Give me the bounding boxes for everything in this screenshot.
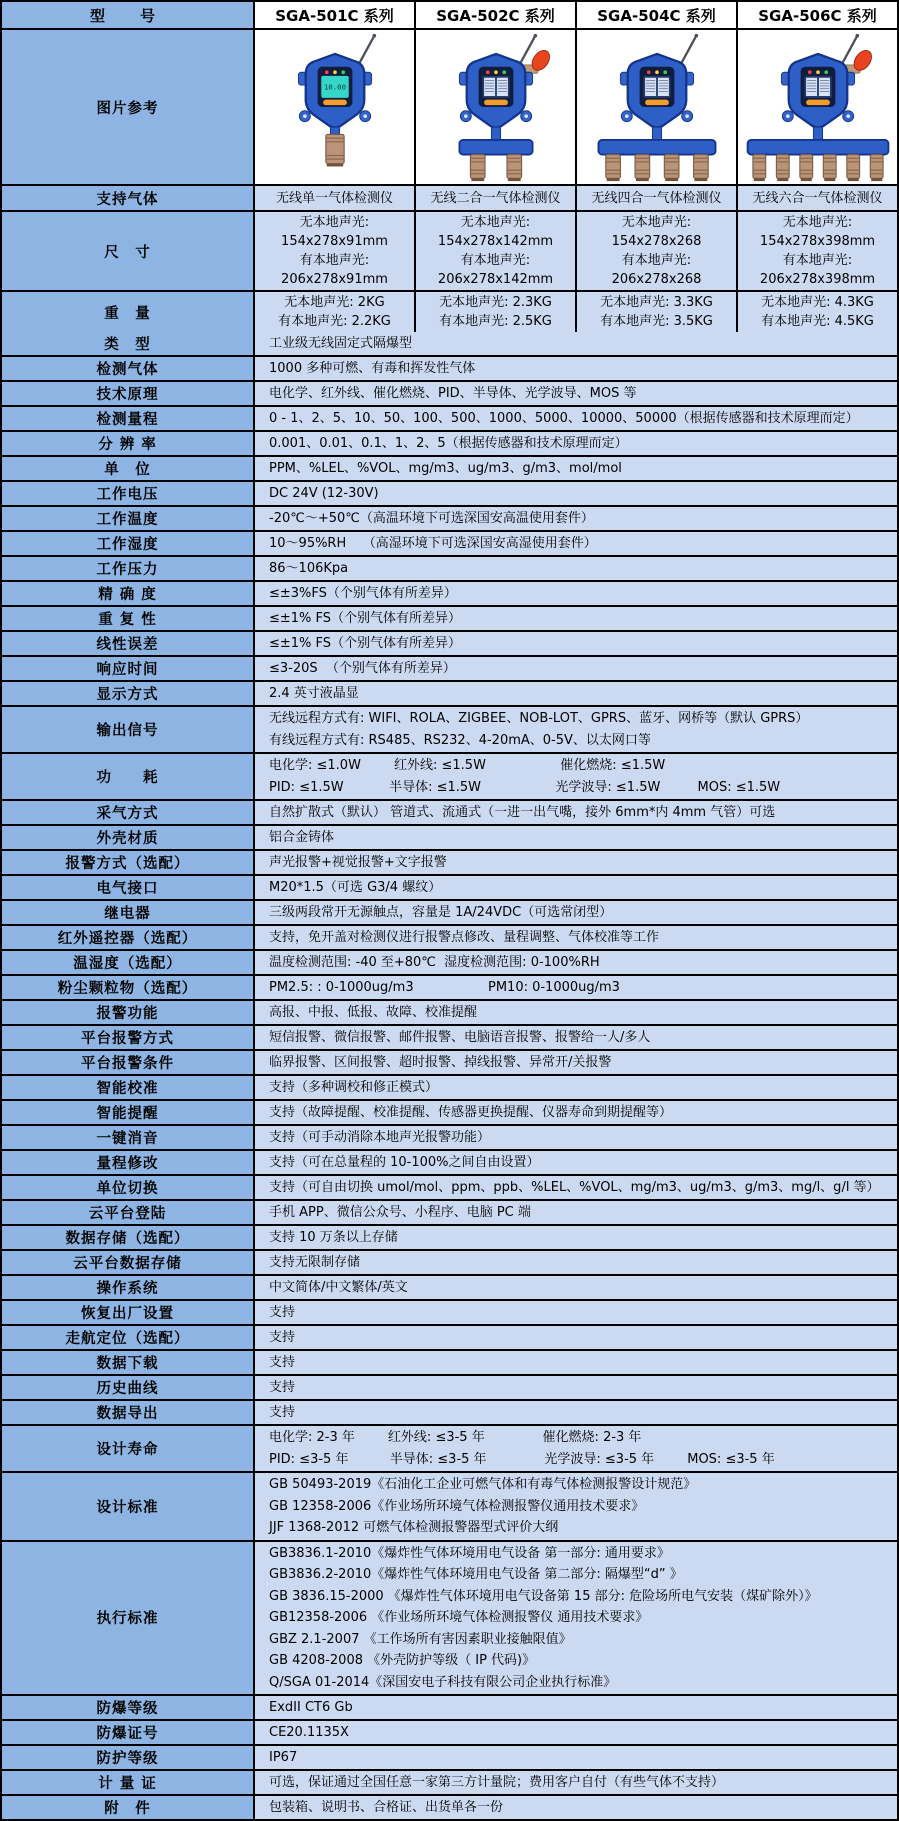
value-line: 支持	[269, 1405, 296, 1420]
value-line: PPM、%LEL、%VOL、mg/m3、ug/m3、g/m3、mol/mol	[269, 461, 622, 476]
value-line: 86～106Kpa	[269, 561, 349, 576]
row-label: 报警方式（选配）	[2, 851, 255, 874]
row-label: 操作系统	[2, 1276, 255, 1299]
row-label: 一键消音	[2, 1126, 255, 1149]
spec-row	[2, 951, 897, 976]
row-label: 精 确 度	[2, 582, 255, 605]
row-label: 分 辨 率	[2, 432, 255, 455]
row-label: 工作电压	[2, 482, 255, 505]
value-line: 中文简体/中文繁体/英文	[269, 1280, 408, 1295]
value-line: 有本地声光: 3.5KG	[600, 314, 713, 329]
row-label: 检测气体	[2, 357, 255, 380]
spec-row	[2, 682, 897, 707]
value-line: 0 - 1、2、5、10、50、100、500、1000、5000、10000、50000（根据传感器和技术原理而定）	[269, 411, 859, 426]
row-label: 执行标准	[2, 1542, 255, 1695]
spec-row	[2, 1076, 897, 1101]
model-value-cell	[416, 186, 577, 210]
row-value	[255, 754, 897, 799]
model-value-cell	[577, 186, 738, 210]
value-line: 10～95%RH （高湿环境下可选深国安高湿使用套件）	[269, 536, 597, 551]
value-line: CE20.1135X	[269, 1725, 349, 1740]
spec-row	[2, 1696, 897, 1721]
value-line: 有本地声光: 206x278x142mm	[437, 253, 554, 287]
row-label: 智能校准	[2, 1076, 255, 1099]
value-line: 1000 多种可燃、有毒和挥发性气体	[269, 361, 476, 376]
value-line: 电化学: 2-3 年 红外线: ≤3-5 年 催化燃烧: 2-3 年	[269, 1430, 642, 1445]
gas-detector-image	[581, 32, 733, 182]
row-label: 技术原理	[2, 382, 255, 405]
row-value	[255, 976, 897, 999]
row-value	[255, 1351, 897, 1374]
value-line: GBZ 2.1-2007 《工作场所有害因素职业接触限值》	[269, 1631, 572, 1647]
spec-row	[2, 657, 897, 682]
row-label: 数据下载	[2, 1351, 255, 1374]
spec-row	[2, 851, 897, 876]
value-line: 电化学: ≤1.0W 红外线: ≤1.5W 催化燃烧: ≤1.5W	[269, 758, 666, 773]
value-line: ≤±1% FS（个别气体有所差异）	[269, 611, 462, 626]
row-value	[255, 582, 897, 605]
value-line: 无线远程方式有: WIFI、ROLA、ZIGBEE、NOB-LOT、GPRS、蓝牙、网桥等（默认 GPRS）	[269, 711, 809, 726]
model-value-cell	[416, 292, 577, 332]
value-line: 无线二合一气体检测仪	[430, 190, 561, 206]
value-line: GB 12358-2006《作业场所环境气体检测报警仪通用技术要求》	[269, 1498, 645, 1514]
spec-row	[2, 1326, 897, 1351]
gas-detector-image	[420, 32, 572, 182]
row-label: 防爆等级	[2, 1696, 255, 1719]
value-line: DC 24V (12-30V)	[269, 486, 379, 501]
spec-row	[2, 876, 897, 901]
value-line: Q/SGA 01-2014《深国安电子科技有限公司企业执行标准》	[269, 1674, 617, 1690]
spec-row	[2, 707, 897, 754]
row-value	[255, 657, 897, 680]
spec-row	[2, 1473, 897, 1542]
row-value	[255, 1301, 897, 1324]
spec-row	[2, 1101, 897, 1126]
spec-row	[2, 1376, 897, 1401]
spec-row	[2, 507, 897, 532]
row-value	[255, 1126, 897, 1149]
row-label: 云平台登陆	[2, 1201, 255, 1224]
value-line: 支持	[269, 1380, 296, 1395]
row-value	[255, 1276, 897, 1299]
per-model-row	[2, 212, 897, 292]
value-line: M20*1.5（可选 G3/4 螺纹）	[269, 880, 442, 895]
spec-row	[2, 532, 897, 557]
row-label: 云平台数据存储	[2, 1251, 255, 1274]
row-value	[255, 707, 897, 752]
value-line: 有本地声光: 2.5KG	[439, 314, 552, 329]
row-label: 防爆证号	[2, 1721, 255, 1744]
row-label: 单 位	[2, 457, 255, 480]
value-line: 包装箱、说明书、合格证、出货单各一份	[269, 1800, 504, 1815]
value-line: 有本地声光: 206x278x268	[611, 253, 702, 287]
device-image-cells	[255, 30, 897, 184]
row-value	[255, 507, 897, 530]
row-label: 重 复 性	[2, 607, 255, 630]
row-label: 外壳材质	[2, 826, 255, 849]
row-label: 设计标准	[2, 1473, 255, 1540]
row-value	[255, 1721, 897, 1744]
row-label: 平台报警条件	[2, 1051, 255, 1074]
per-model-cells	[255, 212, 897, 290]
row-value	[255, 682, 897, 705]
spec-row	[2, 1542, 897, 1697]
spec-row	[2, 1051, 897, 1076]
value-line: 有本地声光: 4.5KG	[761, 314, 874, 329]
row-label: 支持气体	[2, 186, 255, 210]
row-label: 智能提醒	[2, 1101, 255, 1124]
value-line: 铝合金铸体	[269, 830, 335, 845]
model-value-cell	[738, 212, 897, 290]
row-value	[255, 926, 897, 949]
value-line: 无线六合一气体检测仪	[752, 190, 883, 206]
model-header: SGA-502C 系列	[416, 2, 577, 28]
row-label: 单位切换	[2, 1176, 255, 1199]
row-label: 计 量 证	[2, 1771, 255, 1794]
row-value	[255, 1326, 897, 1349]
spec-row	[2, 632, 897, 657]
row-value	[255, 357, 897, 380]
model-header: SGA-504C 系列	[577, 2, 738, 28]
model-value-cell	[738, 186, 897, 210]
value-line: 自然扩散式（默认） 管道式、流通式（一进一出气嘴，接外 6mm*内 4mm 气管）可选	[269, 805, 776, 820]
model-value-cell	[577, 212, 738, 290]
row-label: 继电器	[2, 901, 255, 924]
gas-detector-image	[259, 32, 411, 182]
model-value-cell	[416, 212, 577, 290]
value-line: ≤±1% FS（个别气体有所差异）	[269, 636, 462, 651]
image-row-label: 图片参考	[2, 30, 255, 184]
row-value	[255, 557, 897, 580]
row-label: 显示方式	[2, 682, 255, 705]
spec-row	[2, 1771, 897, 1796]
value-line: -20℃～+50℃（高温环境下可选深国安高温使用套件）	[269, 511, 594, 526]
row-label: 工作压力	[2, 557, 255, 580]
spec-row	[2, 557, 897, 582]
value-line: 无线单一气体检测仪	[275, 190, 393, 206]
value-line: 工业级无线固定式隔爆型	[269, 336, 413, 351]
spec-row	[2, 1721, 897, 1746]
value-line: 无本地声光: 154x278x398mm	[759, 215, 876, 249]
row-label: 走航定位（选配）	[2, 1326, 255, 1349]
row-value	[255, 1151, 897, 1174]
spec-row	[2, 1226, 897, 1251]
model-header-label: 型 号	[2, 2, 255, 28]
row-value	[255, 532, 897, 555]
row-value	[255, 407, 897, 430]
device-image-cell	[738, 30, 897, 184]
row-label: 重 量	[2, 292, 255, 332]
spec-row	[2, 1251, 897, 1276]
value-line: IP67	[269, 1750, 298, 1765]
spec-row	[2, 1176, 897, 1201]
model-value-cell	[255, 186, 416, 210]
row-value	[255, 482, 897, 505]
row-label: 平台报警方式	[2, 1026, 255, 1049]
spec-row	[2, 1301, 897, 1326]
device-image-cell	[255, 30, 416, 184]
row-label: 数据存储（选配）	[2, 1226, 255, 1249]
row-label: 报警功能	[2, 1001, 255, 1024]
row-value	[255, 607, 897, 630]
value-line: JJF 1368-2012 可燃气体检测报警器型式评价大纲	[269, 1520, 559, 1535]
device-image-cell	[416, 30, 577, 184]
row-value	[255, 457, 897, 480]
row-value	[255, 826, 897, 849]
value-line: GB 3836.15-2000 《爆炸性气体环境用电气设备第 15 部分: 危险场所电气安装（煤矿除外）》	[269, 1588, 818, 1604]
spec-row	[2, 1126, 897, 1151]
row-value	[255, 1746, 897, 1769]
value-line: 无本地声光: 154x278x268	[611, 215, 702, 249]
spec-row	[2, 754, 897, 801]
row-value	[255, 1226, 897, 1249]
row-label: 电气接口	[2, 876, 255, 899]
spec-row	[2, 357, 897, 382]
row-value	[255, 1101, 897, 1124]
row-label: 防护等级	[2, 1746, 255, 1769]
model-value-cell	[577, 292, 738, 332]
row-label: 红外遥控器（选配）	[2, 926, 255, 949]
value-line: GB 50493-2019《石油化工企业可燃气体和有毒气体检测报警设计规范》	[269, 1477, 697, 1492]
model-value-cell	[255, 292, 416, 332]
row-value	[255, 1796, 897, 1819]
value-line: 支持 10 万条以上存储	[269, 1230, 398, 1245]
row-label: 线性误差	[2, 632, 255, 655]
spec-row	[2, 826, 897, 851]
value-line: 支持（可在总量程的 10-100%之间自由设置）	[269, 1155, 540, 1170]
model-header: SGA-506C 系列	[738, 2, 897, 28]
spec-row	[2, 926, 897, 951]
spec-row	[2, 1426, 897, 1473]
row-value	[255, 1426, 897, 1471]
per-model-cells	[255, 292, 897, 332]
value-line: 电化学、红外线、催化燃烧、PID、半导体、光学波导、MOS 等	[269, 386, 637, 401]
spec-row	[2, 332, 897, 357]
row-label: 输出信号	[2, 707, 255, 752]
row-label: 量程修改	[2, 1151, 255, 1174]
spec-row	[2, 457, 897, 482]
row-value	[255, 1001, 897, 1024]
row-value	[255, 801, 897, 824]
row-value	[255, 632, 897, 655]
per-model-rows	[2, 186, 897, 332]
model-value-cell	[738, 292, 897, 332]
value-line: 支持	[269, 1305, 296, 1320]
value-line: 温度检测范围: -40 至+80℃ 湿度检测范围: 0-100%RH	[269, 955, 600, 970]
value-line: 临界报警、区间报警、超时报警、掉线报警、异常开/关报警	[269, 1055, 612, 1070]
value-line: 三级两段常开无源触点，容量是 1A/24VDC（可选常闭型）	[269, 905, 613, 920]
value-line: 支持无限制存储	[269, 1255, 361, 1270]
row-label: 工作温度	[2, 507, 255, 530]
value-line: 支持（可自由切换 umol/mol、ppm、ppb、%LEL、%VOL、mg/m3、ug/m3、g/m3、mg/l、g/l 等）	[269, 1180, 880, 1195]
model-value-cell	[255, 212, 416, 290]
value-line: GB12358-2006 《作业场所环境气体检测报警仪 通用技术要求》	[269, 1610, 649, 1625]
spec-row	[2, 976, 897, 1001]
spec-row	[2, 1796, 897, 1819]
value-line: 有本地声光: 206x278x398mm	[759, 253, 876, 287]
device-image-cell	[577, 30, 738, 184]
row-value	[255, 1771, 897, 1794]
value-line: 无本地声光: 2.3KG	[439, 295, 552, 310]
value-line: ExdII CT6 Gb	[269, 1700, 353, 1715]
row-value	[255, 1076, 897, 1099]
model-header-cells	[255, 2, 897, 28]
spec-row	[2, 1276, 897, 1301]
value-line: PID: ≤1.5W 半导体: ≤1.5W 光学波导: ≤1.5W MOS: ≤1.5W	[269, 779, 781, 795]
spec-row	[2, 382, 897, 407]
row-label: 采气方式	[2, 801, 255, 824]
row-label: 检测量程	[2, 407, 255, 430]
spec-row	[2, 1746, 897, 1771]
spec-row	[2, 1201, 897, 1226]
spec-row	[2, 801, 897, 826]
value-line: 有线远程方式有: RS485、RS232、4-20mA、0-5V、以太网口等	[269, 732, 651, 748]
value-line: 无本地声光: 2KG	[284, 295, 385, 310]
spec-row	[2, 901, 897, 926]
spec-row	[2, 432, 897, 457]
value-line: 0.001、0.01、0.1、1、2、5（根据传感器和技术原理而定）	[269, 436, 628, 451]
value-line: PID: ≤3-5 年 半导体: ≤3-5 年 光学波导: ≤3-5 年 MOS: ≤3-5 年	[269, 1451, 775, 1467]
value-line: GB3836.2-2010《爆炸性气体环境用电气设备 第二部分: 隔爆型“d” 》	[269, 1567, 683, 1582]
row-label: 温湿度（选配）	[2, 951, 255, 974]
value-line: 声光报警+视觉报警+文字报警	[269, 855, 447, 870]
row-value	[255, 951, 897, 974]
value-line: 支持，免开盖对检测仪进行报警点修改、量程调整、气体校准等工作	[269, 930, 660, 945]
row-value	[255, 432, 897, 455]
spec-row	[2, 1151, 897, 1176]
value-line: 无线四合一气体检测仪	[591, 190, 722, 206]
value-line: GB 4208-2008 《外壳防护等级（ IP 代码)》	[269, 1653, 536, 1668]
value-line: 无本地声光: 154x278x91mm	[281, 215, 388, 249]
value-line: ≤±3%FS（个别气体有所差异）	[269, 586, 457, 601]
per-model-row	[2, 292, 897, 332]
value-line: 支持（故障提醒、校准提醒、传感器更换提醒、仪器寿命到期提醒等）	[269, 1105, 673, 1120]
value-line: 有本地声光: 2.2KG	[278, 314, 391, 329]
row-value	[255, 851, 897, 874]
model-header: SGA-501C 系列	[255, 2, 416, 28]
row-label: 粉尘颗粒物（选配）	[2, 976, 255, 999]
row-label: 附 件	[2, 1796, 255, 1819]
row-value	[255, 1542, 897, 1695]
row-label: 恢复出厂设置	[2, 1301, 255, 1324]
row-value	[255, 382, 897, 405]
value-line: 支持	[269, 1330, 296, 1345]
spec-rows	[2, 332, 897, 1819]
row-label: 历史曲线	[2, 1376, 255, 1399]
value-line: 支持（多种调校和修正模式）	[269, 1080, 439, 1095]
value-line: 高报、中报、低报、故障、校准提醒	[269, 1005, 478, 1020]
row-label: 数据导出	[2, 1401, 255, 1424]
row-label: 设计寿命	[2, 1426, 255, 1471]
value-line: 2.4 英寸液晶显	[269, 686, 359, 701]
image-row	[2, 30, 897, 186]
row-value	[255, 901, 897, 924]
spec-row	[2, 1026, 897, 1051]
value-line: 无本地声光: 3.3KG	[600, 295, 713, 310]
value-line: 无本地声光: 4.3KG	[761, 295, 874, 310]
row-label: 类 型	[2, 332, 255, 355]
spec-row	[2, 1401, 897, 1426]
row-value	[255, 1376, 897, 1399]
spec-row	[2, 482, 897, 507]
spec-row	[2, 607, 897, 632]
row-value	[255, 1401, 897, 1424]
row-value	[255, 1026, 897, 1049]
row-label: 工作湿度	[2, 532, 255, 555]
value-line: 支持	[269, 1355, 296, 1370]
value-line: 可选，保证通过全国任意一家第三方计量院；费用客户自付（有些气体不支持）	[269, 1775, 725, 1790]
row-value	[255, 332, 897, 355]
per-model-row	[2, 186, 897, 212]
spec-row	[2, 1001, 897, 1026]
value-line: 手机 APP、微信公众号、小程序、电脑 PC 端	[269, 1205, 531, 1220]
gas-detector-image	[742, 32, 894, 182]
row-value	[255, 1051, 897, 1074]
row-value	[255, 1251, 897, 1274]
spec-row	[2, 1351, 897, 1376]
per-model-cells	[255, 186, 897, 210]
row-value	[255, 876, 897, 899]
row-label: 响应时间	[2, 657, 255, 680]
value-line: GB3836.1-2010《爆炸性气体环境用电气设备 第一部分: 通用要求》	[269, 1545, 670, 1561]
spec-row	[2, 582, 897, 607]
row-label: 功 耗	[2, 754, 255, 799]
row-value	[255, 1176, 897, 1199]
model-header-row	[2, 2, 897, 30]
value-line: PM2.5: : 0-1000ug/m3 PM10: 0-1000ug/m3	[269, 980, 620, 995]
value-line: 有本地声光: 206x278x91mm	[281, 253, 388, 287]
row-value	[255, 1201, 897, 1224]
value-line: 短信报警、微信报警、邮件报警、电脑语音报警、报警给一人/多人	[269, 1030, 651, 1045]
spec-row	[2, 407, 897, 432]
svg-text:10.00: 10.00	[323, 82, 346, 92]
value-line: ≤3-20S （个别气体有所差异）	[269, 661, 456, 676]
value-line: 无本地声光: 154x278x142mm	[437, 215, 554, 249]
value-line: 支持（可手动消除本地声光报警功能）	[269, 1130, 491, 1145]
row-label: 尺 寸	[2, 212, 255, 290]
row-value	[255, 1696, 897, 1719]
row-value	[255, 1473, 897, 1540]
